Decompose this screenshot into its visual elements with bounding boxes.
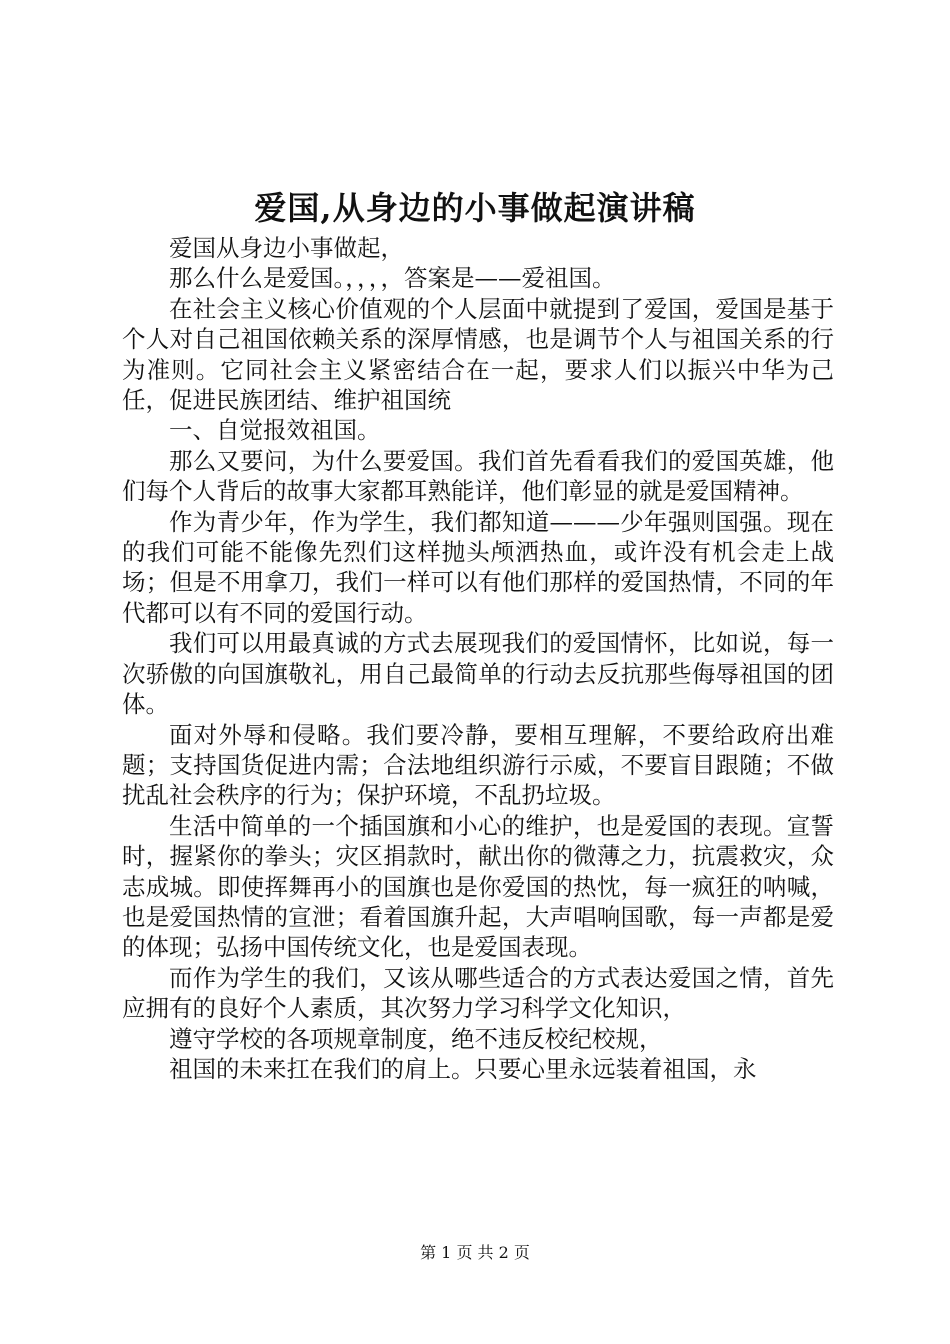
paragraph: 作为青少年，作为学生，我们都知道———少年强则国强。现在的我们可能不能像先烈们这样抛头颅洒热血，或许没有机会走上战场；但是不用拿刀，我们一样可以有他们那样的爱国热情，不同的年代都可以有不同的爱国行动。 [122,507,834,627]
paragraph: 生活中简单的一个插国旗和小心的维护，也是爱国的表现。宣誓时，握紧你的拳头；灾区捐款时，献出你的微薄之力，抗震救灾，众志成城。即使挥舞再小的国旗也是你爱国的热忱，每一疯狂的呐喊，也是爱国热情的宣泄；看着国旗升起，大声唱响国歌，每一声都是爱的体现；弘扬中国传统文化，也是爱国表现。 [122,811,834,962]
document-body [122,233,834,1084]
paragraph: 在社会主义核心价值观的个人层面中就提到了爱国，爱国是基于个人对自己祖国依赖关系的深厚情感，也是调节个人与祖国关系的行为准则。它同社会主义紧密结合在一起，要求人们以振兴中华为己任，促进民族团结、维护祖国统 [122,294,834,415]
page-title: 爱国,从身边的小事做起演讲稿 [254,189,696,227]
page-number-footer: 第 1 页 共 2 页 [420,1243,530,1262]
paragraph: 面对外辱和侵略。我们要冷静，要相互理解，不要给政府出难题；支持国货促进内需；合法地组织游行示威，不要盲目跟随；不做扰乱社会秩序的行为；保护环境，不乱扔垃圾。 [122,720,834,810]
paragraph: 我们可以用最真诚的方式去展现我们的爱国情怀，比如说，每一次骄傲的向国旗敬礼，用自己最简单的行动去反抗那些侮辱祖国的团体。 [122,629,834,719]
paragraph: 而作为学生的我们，又该从哪些适合的方式表达爱国之情，首先应拥有的良好个人素质，其次努力学习科学文化知识， [122,963,834,1023]
paragraph: 那么什么是爱国。，，，，答案是——爱祖国。 [169,264,616,293]
section-heading: 一、自觉报效祖国。 [169,416,381,445]
paragraph: 那么又要问，为什么要爱国。我们首先看看我们的爱国英雄，他们每个人背后的故事大家都耳熟能详，他们彰显的就是爱国精神。 [122,446,834,506]
paragraph: 遵守学校的各项规章制度，绝不违反校纪校规， [169,1024,663,1053]
paragraph: 祖国的未来扛在我们的肩上。只要心里永远装着祖国，永 [169,1054,757,1083]
paragraph: 爱国从身边小事做起， [169,234,404,262]
